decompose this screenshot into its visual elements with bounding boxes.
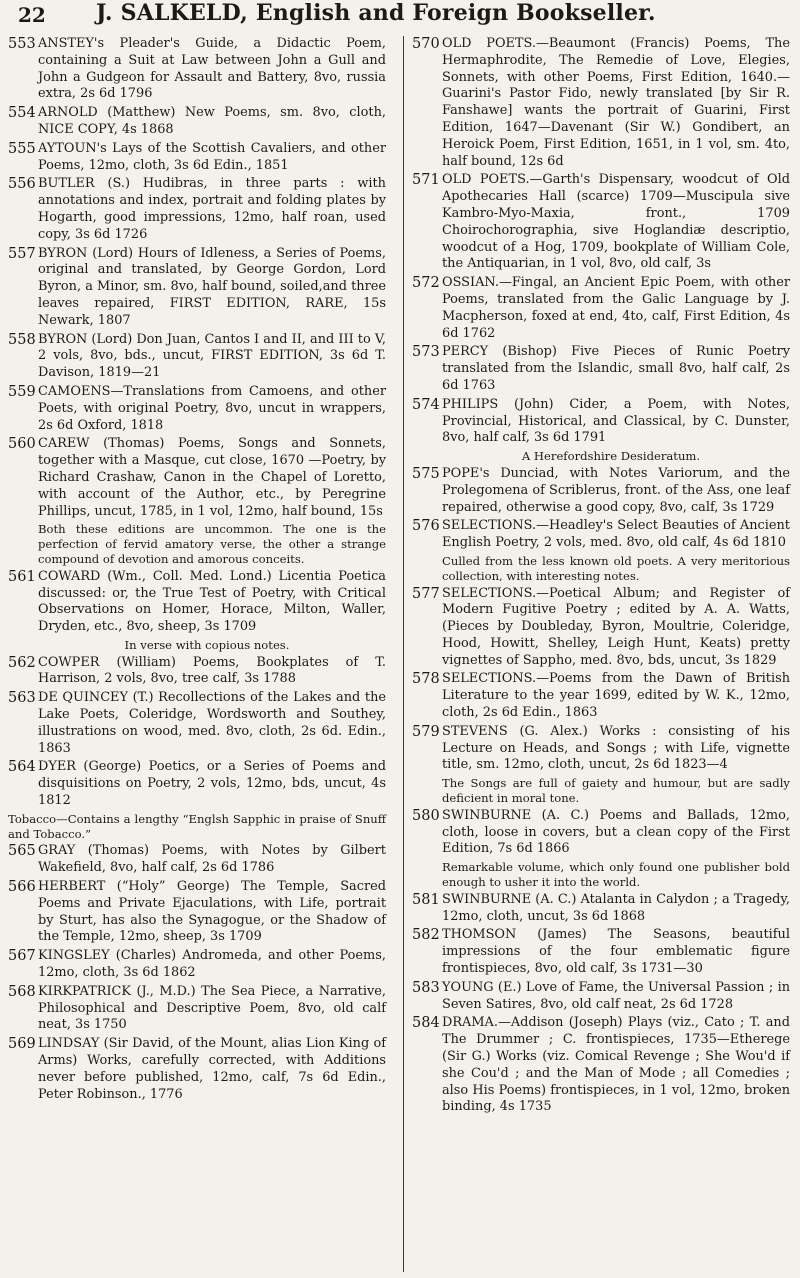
lot-number: 573 bbox=[412, 344, 440, 361]
catalogue-entry bbox=[8, 984, 386, 1034]
catalogue-entry bbox=[412, 36, 790, 170]
catalogue-entry bbox=[8, 948, 386, 982]
lot-number: 577 bbox=[412, 585, 440, 602]
entry-text: CAREW (Thomas) Poems, Songs and Sonnets, together with a Masque, cut close, 1670 —Poetry, by Richard Crashaw, Canon in the Chapel of Loretto, with account of the Author, etc., by Peregrine Phillips, uncut, 1785, in 1 vol, 12mo, half bound, 15s bbox=[38, 436, 386, 519]
catalogue-entry bbox=[8, 1036, 386, 1103]
catalogue-note: The Songs are full of gaiety and humour, but are sadly deficient in moral tone. bbox=[442, 776, 790, 806]
lot-number: 553 bbox=[8, 36, 36, 52]
catalogue-entry bbox=[412, 344, 790, 394]
catalogue-entry bbox=[8, 36, 386, 103]
right-column bbox=[412, 36, 790, 1118]
lot-number: 580 bbox=[412, 807, 440, 824]
catalogue-entry bbox=[412, 892, 790, 926]
entry-text: ARNOLD (Matthew) New Poems, sm. 8vo, cloth, NICE COPY, 4s 1868 bbox=[38, 105, 386, 137]
catalogue-entry bbox=[412, 1015, 790, 1116]
entry-text: DE QUINCEY (T.) Recollections of the Lakes and the Lake Poets, Coleridge, Wordsworth and Southey, illustrations on wood, med. 8vo, cloth, 2s 6d. Edin., 1863 bbox=[38, 690, 386, 756]
lot-number: 583 bbox=[412, 979, 440, 996]
lot-number: 559 bbox=[8, 383, 36, 400]
catalogue-entry bbox=[8, 843, 386, 877]
catalogue-entry bbox=[412, 671, 790, 721]
entry-text: BYRON (Lord) Hours of Idleness, a Series of Poems, original and translated, by George Gordon, Lord Byron, a Minor, sm. 8vo, half bound, soiled,and three leaves repaired, FIRST EDITION, RARE, 15s Newark, 1807 bbox=[38, 245, 386, 328]
lot-number: 572 bbox=[412, 275, 440, 292]
entry-text: CAMOENS—Translations from Camoens, and other Poets, with original Poetry, 8vo, uncut in wrappers, 2s 6d Oxford, 1818 bbox=[38, 383, 386, 433]
entry-text: COWARD (Wm., Coll. Med. Lond.) Licentia Poetica discussed: or, the True Test of Poetry, with Critical Observations on Homer, Horace, Milton, Waller, Dryden, etc., 8vo, sheep, 3s 1709 bbox=[38, 568, 386, 635]
page-title: J. SALKELD, English and Foreign Bookseller. bbox=[96, 0, 656, 26]
column-divider bbox=[403, 36, 404, 1272]
lot-number: 566 bbox=[8, 879, 36, 896]
catalogue-note: Remarkable volume, which only found one publisher bold enough to usher it into the world. bbox=[442, 860, 790, 890]
entry-text: KINGSLEY (Charles) Andromeda, and other Poems, 12mo, cloth, 3s 6d 1862 bbox=[38, 948, 386, 981]
lot-number: 578 bbox=[412, 671, 440, 688]
catalogue-note: Both these editions are uncommon. The one is the perfection of fervid amatory verse, the other a strange compound of devotion and amorous conceits. bbox=[38, 522, 386, 566]
entry-text: SWINBURNE (A. C.) Poems and Ballads, 12mo, cloth, loose in covers, but a clean copy of the First Edition, 7s 6d 1866 bbox=[442, 807, 790, 857]
catalogue-entry bbox=[8, 246, 386, 330]
lot-number: 579 bbox=[412, 723, 440, 740]
lot-number: 563 bbox=[8, 690, 36, 707]
page-number: 22 bbox=[18, 3, 46, 27]
catalogue-note: Tobacco—Contains a lengthy “Englsh Sapphic in praise of Snuff and Tobacco.” bbox=[8, 811, 386, 841]
catalogue-entry bbox=[412, 586, 790, 670]
entry-text: DYER (George) Poetics, or a Series of Poems and disquisitions on Poetry, 2 vols, 12mo, bds, uncut, 4s 1812 bbox=[38, 759, 386, 809]
catalogue-entry bbox=[8, 436, 386, 520]
catalogue-entry bbox=[8, 879, 386, 946]
catalogue-entry bbox=[412, 275, 790, 342]
page-header bbox=[0, 0, 800, 32]
lot-number: 574 bbox=[412, 396, 440, 413]
entry-text: STEVENS (G. Alex.) Works : consisting of his Lecture on Heads, and Songs ; with Life, vignette title, sm. 12mo, cloth, uncut, 2s 6d 1823—4 bbox=[442, 723, 790, 773]
lot-number: 575 bbox=[412, 465, 440, 482]
lot-number: 556 bbox=[8, 176, 36, 193]
entry-text: SELECTIONS.—Poetical Album; and Register of Modern Fugitive Poetry ; edited by A. A. Watts, (Pieces by Doubleday, Byron, Moultrie, Coleridge, Hood, Howitt, Shelley, Leigh Hunt, Keats) pretty vignettes of Sappho, med. 8vo, bds, uncut, 3s 1829 bbox=[442, 585, 790, 668]
entry-text: KIRKPATRICK (J., M.D.) The Sea Piece, a Narrative, Philosophical and Descriptive Poem, 8vo, old calf neat, 3s 1750 bbox=[38, 983, 386, 1033]
lot-number: 584 bbox=[412, 1015, 440, 1032]
catalogue-entry bbox=[412, 724, 790, 774]
catalogue-entry bbox=[412, 927, 790, 977]
catalogue-entry bbox=[8, 759, 386, 809]
lot-number: 571 bbox=[412, 172, 440, 189]
entry-text: BUTLER (S.) Hudibras, in three parts : with annotations and index, portrait and folding plates by Hogarth, good impressions, 12mo, half roan, used copy, 3s 6d 1726 bbox=[38, 176, 386, 242]
entry-text: GRAY (Thomas) Poems, with Notes by Gilbert Wakefield, 8vo, half calf, 2s 6d 1786 bbox=[38, 843, 386, 876]
lot-number: 581 bbox=[412, 891, 440, 908]
lot-number: 564 bbox=[8, 759, 36, 776]
entry-text: THOMSON (James) The Seasons, beautiful impressions of the four emblematic figure frontispieces, 8vo, old calf, 3s 1731—30 bbox=[442, 927, 790, 977]
catalogue-entry bbox=[8, 332, 386, 382]
catalogue-entry bbox=[8, 105, 386, 139]
catalogue-entry bbox=[412, 466, 790, 516]
lot-number: 569 bbox=[8, 1036, 36, 1053]
lot-number: 570 bbox=[412, 36, 440, 52]
entry-text: LINDSAY (Sir David, of the Mount, alias Lion King of Arms) Works, carefully corrected, with Additions never before published, 12mo, calf, 7s 6d Edin., Peter Robinson., 1776 bbox=[38, 1036, 386, 1102]
entry-text: POPE's Dunciad, with Notes Variorum, and the Prolegomena of Scriblerus, front. of the Ass, one leaf repaired, otherwise a good copy, 8vo, calf, 3s 1729 bbox=[442, 465, 790, 515]
entry-text: SWINBURNE (A. C.) Atalanta in Calydon ; a Tragedy, 12mo, cloth, uncut, 3s 6d 1868 bbox=[442, 891, 790, 924]
entry-text: OLD POETS.—Beaumont (Francis) Poems, The Hermaphrodite, The Remedie of Love, Elegies, Sonnets, with other Poems, First Edition, 1640.—Guarini's Pastor Fido, newly translated [by Sir R. Fanshawe] wants the portrait of Guarini, First Edition, 1647—Davenant (Sir W.) Gondibert, an Heroick Poem, First Edition, 1651, in 1 vol, sm. 4to, half bound, 12s 6d bbox=[442, 36, 790, 169]
entry-text: OSSIAN.—Fingal, an Ancient Epic Poem, with other Poems, translated from the Galic Language by J. Macpherson, foxed at end, 4to, calf, First Edition, 4s 6d 1762 bbox=[442, 275, 790, 341]
lot-number: 562 bbox=[8, 654, 36, 671]
entry-text: DRAMA.—Addison (Joseph) Plays (viz., Cato ; T. and The Drummer ; C. frontispieces, 1735—Etherege (Sir G.) Works (viz. Comical Revenge ; She Wou'd if she Cou'd ; and the Man of Mode ; all Comedies ; also His Poems) frontispieces, in 1 vol, 12mo, broken binding, 4s 1735 bbox=[442, 1015, 790, 1115]
lot-number: 561 bbox=[8, 568, 36, 585]
catalogue-entry bbox=[412, 980, 790, 1014]
lot-number: 557 bbox=[8, 245, 36, 262]
lot-number: 560 bbox=[8, 436, 36, 453]
entry-text: OLD POETS.—Garth's Dispensary, woodcut of Old Apothecaries Hall (scarce) 1709—Muscipula sive Kambro-Myo-Maxia, front., 1709 Choirochorographia, sive Hoglandiæ descriptio, woodcut of a Hog, 1709, bookplate of William Cole, the Antiquarian, in 1 vol, 8vo, old calf, 3s bbox=[442, 172, 790, 272]
catalogue-entry bbox=[8, 690, 386, 757]
catalogue-entry bbox=[8, 569, 386, 636]
catalogue-entry bbox=[8, 384, 386, 434]
entry-text: PERCY (Bishop) Five Pieces of Runic Poetry translated from the Islandic, small 8vo, half calf, 2s 6d 1763 bbox=[442, 344, 790, 393]
entry-text: BYRON (Lord) Don Juan, Cantos I and II, and III to V, 2 vols, 8vo, bds., uncut, FIRST EDITION, 3s 6d T. Davison, 1819—21 bbox=[38, 331, 386, 381]
catalogue-entry bbox=[412, 808, 790, 858]
lot-number: 555 bbox=[8, 140, 36, 157]
catalogue-entry bbox=[412, 172, 790, 273]
entry-text: SELECTIONS.—Poems from the Dawn of British Literature to the year 1699, edited by W. K., 12mo, cloth, 2s 6d Edin., 1863 bbox=[442, 671, 790, 721]
entry-text: HERBERT (“Holy” George) The Temple, Sacred Poems and Private Ejaculations, with Life, portrait by Sturt, has also the Synagogue, or the Shadow of the Temple, 12mo, sheep, 3s 1709 bbox=[38, 879, 386, 945]
left-column bbox=[8, 36, 386, 1105]
lot-number: 554 bbox=[8, 105, 36, 122]
catalogue-entry bbox=[8, 141, 386, 175]
catalogue-entry bbox=[8, 655, 386, 689]
entry-text: PHILIPS (John) Cider, a Poem, with Notes, Provincial, Historical, and Classical, by C. Dunster, 8vo, half calf, 3s 6d 1791 bbox=[442, 396, 790, 446]
catalogue-note: Culled from the less known old poets. A very meritorious collection, with interesting notes. bbox=[442, 553, 790, 583]
catalogue-note: In verse with copious notes. bbox=[124, 637, 290, 652]
catalogue-entry bbox=[412, 397, 790, 447]
entry-text: ANSTEY's Pleader's Guide, a Didactic Poem, containing a Suit at Law between John a Gull and John a Gudgeon for Assault and Battery, 8vo, russia extra, 2s 6d 1796 bbox=[38, 36, 386, 102]
lot-number: 567 bbox=[8, 948, 36, 965]
entry-text: COWPER (William) Poems, Bookplates of T. Harrison, 2 vols, 8vo, tree calf, 3s 1788 bbox=[38, 654, 386, 687]
lot-number: 582 bbox=[412, 927, 440, 944]
catalogue-entry bbox=[8, 176, 386, 243]
lot-number: 558 bbox=[8, 331, 36, 348]
lot-number: 576 bbox=[412, 518, 440, 535]
lot-number: 568 bbox=[8, 983, 36, 1000]
catalogue-note: A Herefordshire Desideratum. bbox=[521, 449, 701, 464]
entry-text: YOUNG (E.) Love of Fame, the Universal Passion ; in Seven Satires, 8vo, old calf neat, 2s 6d 1728 bbox=[442, 979, 790, 1012]
lot-number: 565 bbox=[8, 843, 36, 860]
entry-text: SELECTIONS.—Headley's Select Beauties of Ancient English Poetry, 2 vols, med. 8vo, old calf, 4s 6d 1810 bbox=[442, 518, 790, 551]
entry-text: AYTOUN's Lays of the Scottish Cavaliers, and other Poems, 12mo, cloth, 3s 6d Edin., 1851 bbox=[38, 140, 386, 173]
catalogue-entry bbox=[412, 518, 790, 552]
